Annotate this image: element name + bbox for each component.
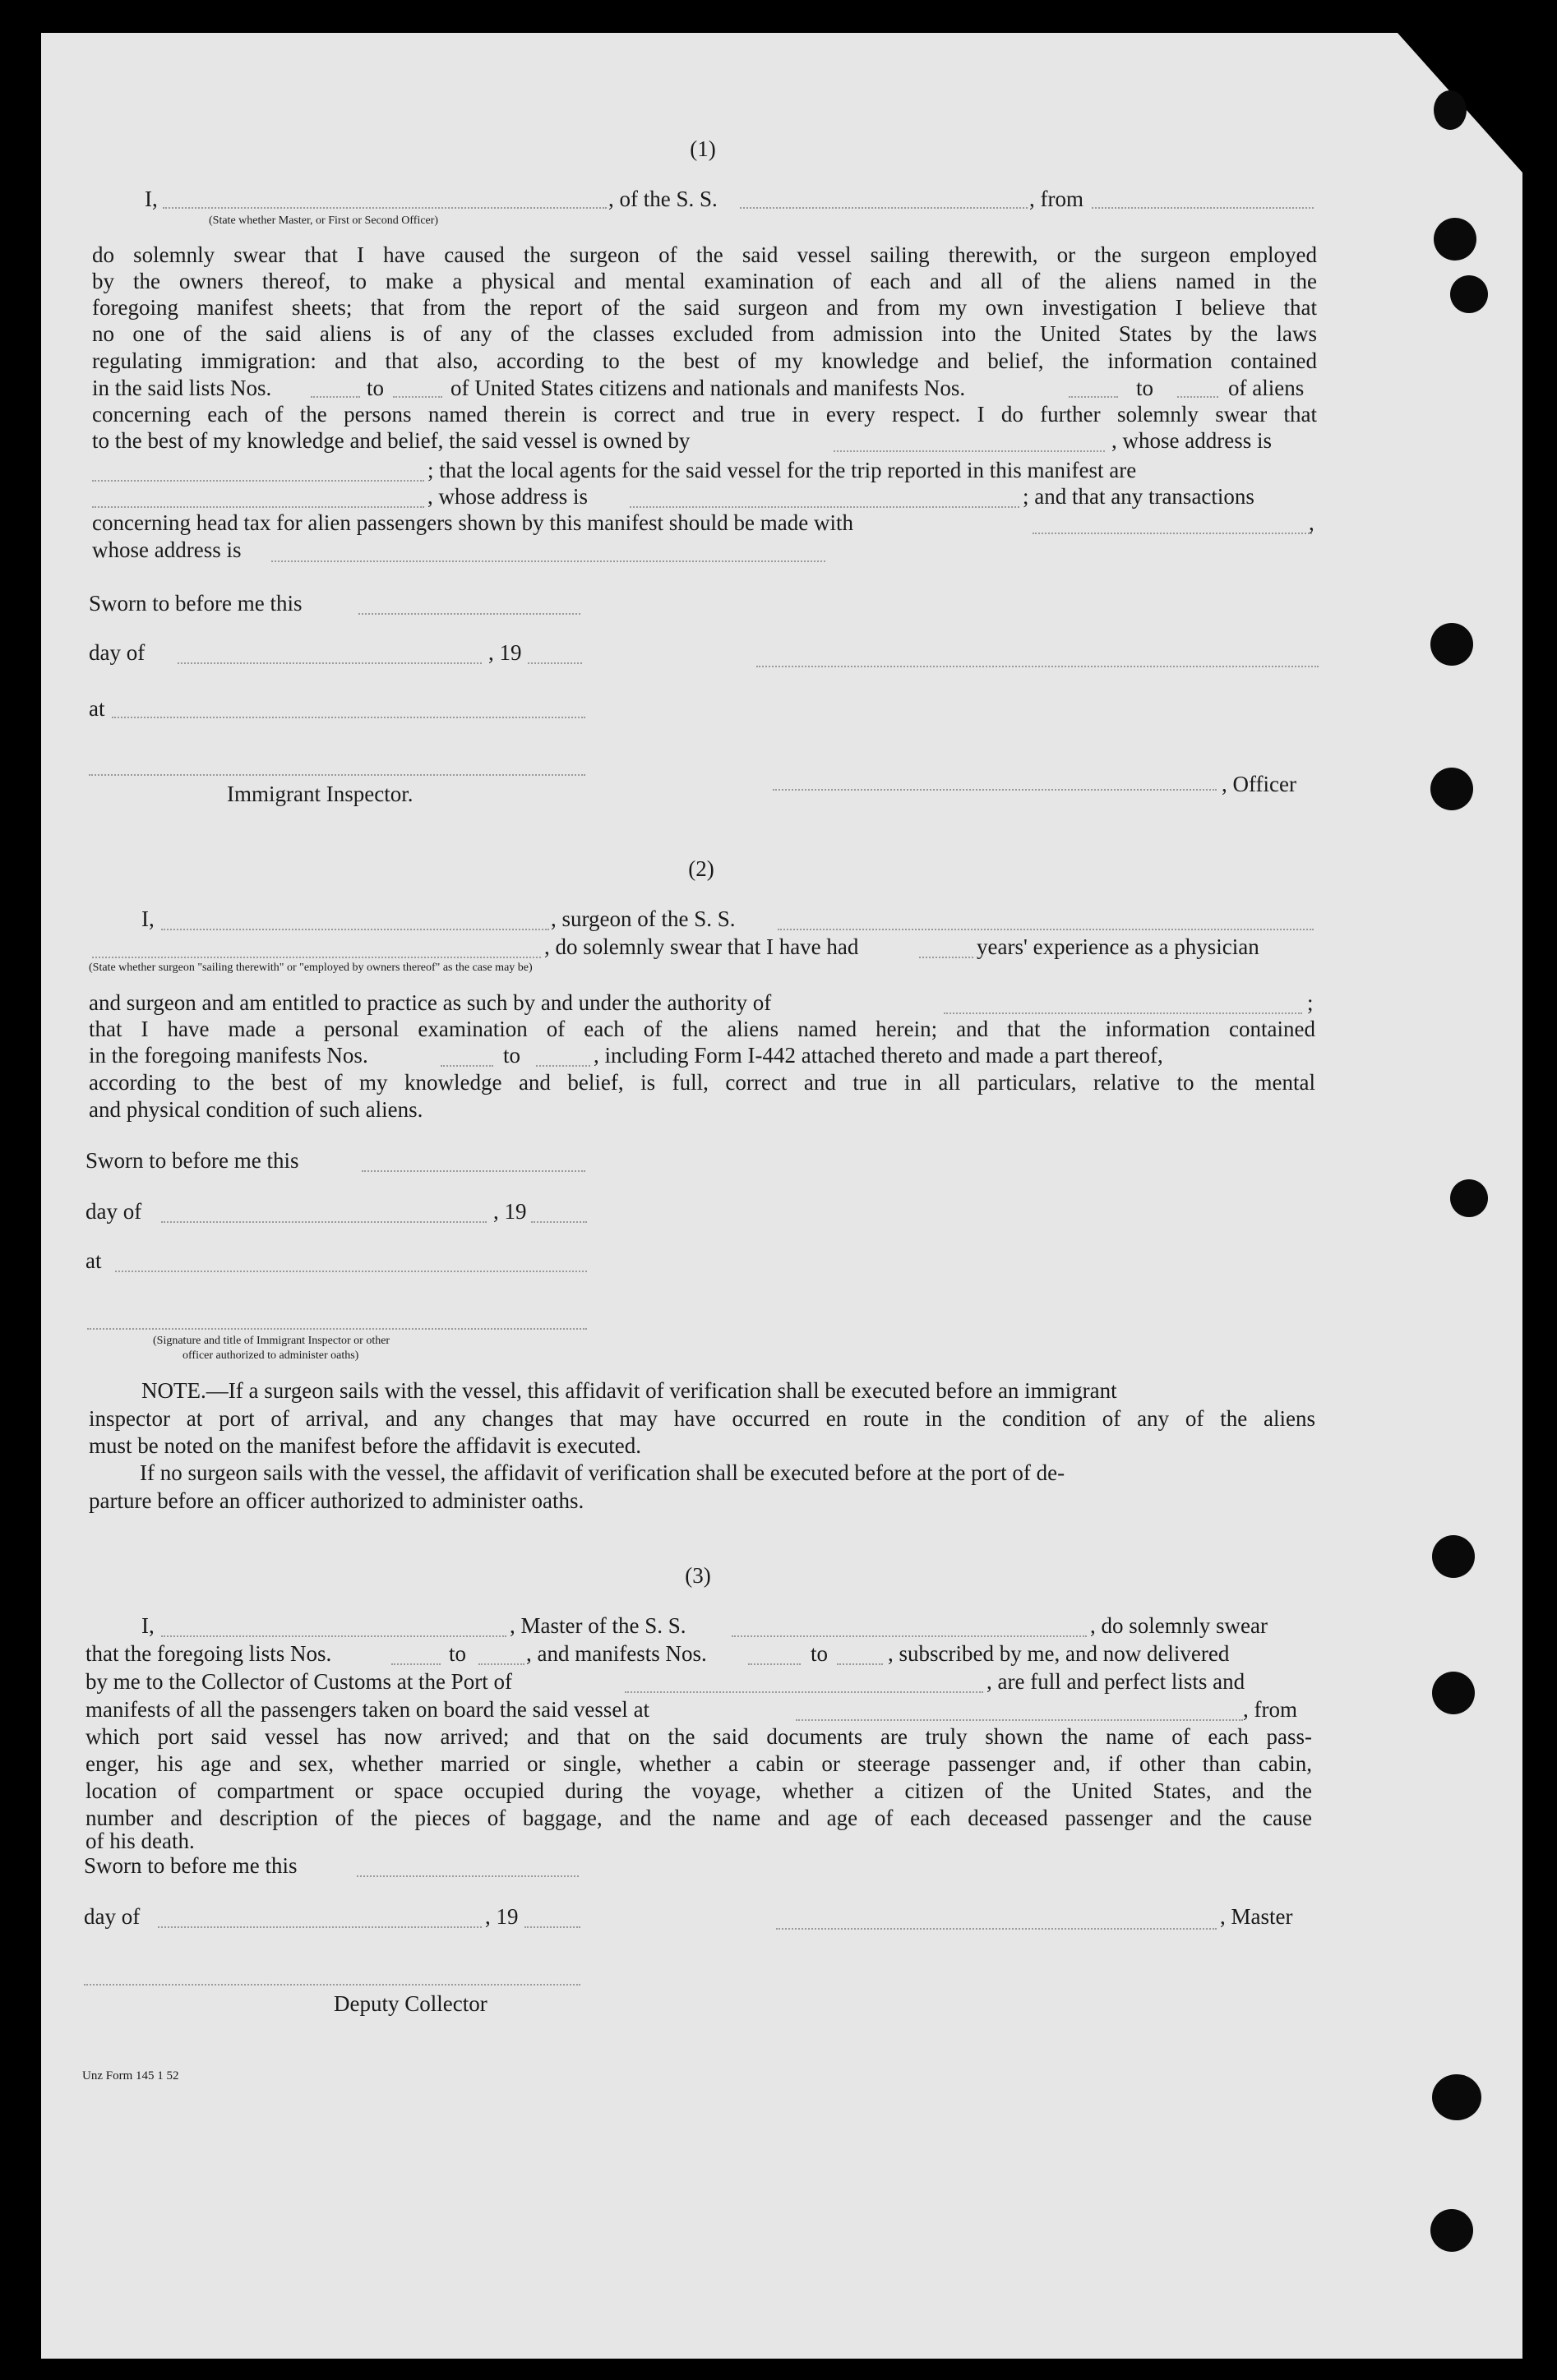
signature-note: officer authorized to administer oaths) — [182, 1349, 359, 1362]
officer-name-field[interactable] — [773, 789, 1217, 791]
punch-hole — [1434, 90, 1467, 130]
year-label: , 19 — [485, 1904, 519, 1929]
owner-field[interactable] — [834, 450, 1105, 452]
sworn-day-field[interactable] — [362, 1170, 585, 1172]
from-label: , from — [1243, 1697, 1297, 1722]
officer-label: , Officer — [1222, 772, 1296, 796]
port-field[interactable] — [625, 1691, 983, 1693]
officer-note: (State whether Master, or First or Second Officer) — [209, 214, 439, 227]
manifest-from-field[interactable] — [441, 1065, 493, 1067]
address-label: , whose address is — [1111, 428, 1272, 453]
surgeon-name-field[interactable] — [161, 929, 549, 930]
punch-hole — [1430, 623, 1473, 666]
note-text: inspector at port of arrival, and any changes that may have occurred en route in the condition of any of the aliens — [89, 1406, 1315, 1431]
surgeon-note: (State whether surgeon "sailing therewith" or "employed by owners thereof" as the case may be) — [89, 962, 533, 974]
master-name-field[interactable] — [161, 1635, 506, 1637]
sworn-label: Sworn to before me this — [84, 1853, 298, 1878]
year-field[interactable] — [528, 662, 582, 664]
punch-hole — [1450, 275, 1488, 313]
manifests-nos-label: in the foregoing manifests Nos. — [89, 1043, 368, 1068]
lists-nos-label: that the foregoing lists Nos. — [85, 1641, 332, 1666]
to-label: to — [1136, 376, 1154, 400]
affidavit-text: concerning each of the persons named therein is correct and true in every respect. I do further solemnly swear that — [92, 402, 1317, 427]
vessel-name-field[interactable] — [740, 207, 1028, 209]
head-tax-contact-field[interactable] — [1033, 533, 1312, 534]
affidavit-text: by the owners thereof, to make a physical and mental examination of each and all of the aliens named in the — [92, 269, 1317, 293]
surgeon-status-field[interactable] — [92, 957, 541, 958]
citizens-label: of United States citizens and nationals and manifests Nos. — [450, 376, 966, 400]
at-label: at — [85, 1248, 102, 1273]
delivered-label: , subscribed by me, and now delivered — [888, 1641, 1230, 1666]
month-field[interactable] — [178, 662, 482, 664]
owned-by-label: to the best of my knowledge and belief, the said vessel is owned by — [92, 428, 691, 453]
location-field[interactable] — [112, 717, 585, 718]
section-number: (1) — [690, 136, 716, 161]
sworn-day-field[interactable] — [357, 1875, 579, 1877]
inspector-signature-field[interactable] — [89, 774, 585, 776]
manifest-from-field[interactable] — [748, 1663, 801, 1665]
officer-signature-field[interactable] — [756, 666, 1319, 667]
note-text: NOTE.—If a surgeon sails with the vessel, this affidavit of verification shall be executed before an immigrant — [141, 1378, 1117, 1403]
to-label: to — [367, 376, 385, 400]
punch-hole — [1430, 2209, 1473, 2252]
to-label: to — [811, 1641, 829, 1666]
of-ss-label: , of the S. S. — [608, 187, 718, 211]
vessel-name-field[interactable] — [732, 1635, 1087, 1637]
comma: , — [1309, 510, 1314, 535]
aliens-label: of aliens — [1228, 376, 1305, 400]
list-to-field[interactable] — [478, 1663, 524, 1665]
authority-label: and surgeon and am entitled to practice as such by and under the authority of — [89, 990, 772, 1015]
affidavit-text: location of compartment or space occupied during the voyage, whether a citizen of the United States, and the — [85, 1778, 1312, 1803]
punch-hole — [1434, 218, 1476, 261]
agents-address-field[interactable] — [630, 506, 1019, 508]
affidavit-text: regulating immigration: and that also, according to the best of my knowledge and belief, the information contained — [92, 348, 1317, 373]
form-identifier: Unz Form 145 1 52 — [82, 2069, 179, 2082]
signature-note: (Signature and title of Immigrant Inspector or other — [153, 1335, 390, 1347]
affidavit-text: no one of the said aliens is of any of the classes excluded from admission into the United States by the laws — [92, 321, 1317, 346]
sworn-day-field[interactable] — [358, 613, 580, 615]
month-field[interactable] — [158, 1926, 482, 1928]
from-label: , from — [1029, 187, 1083, 211]
master-signature-field[interactable] — [776, 1928, 1217, 1930]
note-text: must be noted on the manifest before the affidavit is executed. — [89, 1433, 642, 1458]
affidavit-text: according to the best of my knowledge and belief, is full, correct and true in all particulars, relative to the mental — [89, 1070, 1315, 1095]
deputy-signature-field[interactable] — [84, 1984, 580, 1986]
at-label: at — [89, 696, 105, 721]
agents-label: ; that the local agents for the said vessel for the trip reported in this manifest are — [427, 458, 1137, 482]
punch-hole — [1430, 768, 1473, 810]
year-label: , 19 — [493, 1199, 527, 1224]
sworn-label: Sworn to before me this — [89, 591, 303, 616]
punch-hole — [1432, 1535, 1475, 1578]
affiant-label: I, — [145, 187, 158, 211]
affiant-label: I, — [141, 1613, 155, 1638]
to-label: to — [503, 1043, 521, 1068]
year-field[interactable] — [524, 1926, 580, 1928]
affidavit-text: enger, his age and sex, whether married or single, whether a cabin or steerage passenger and, if other than cabin, — [85, 1751, 1312, 1776]
sworn-label: Sworn to before me this — [85, 1148, 299, 1173]
head-tax-address-field[interactable] — [271, 560, 825, 562]
punch-hole — [1450, 1179, 1488, 1217]
manifest-to-field[interactable] — [536, 1065, 590, 1067]
year-field[interactable] — [531, 1221, 587, 1223]
note-text: parture before an officer authorized to administer oaths. — [89, 1488, 584, 1513]
month-field[interactable] — [161, 1221, 487, 1223]
day-of-label: day of — [89, 640, 146, 665]
experience-label: years' experience as a physician — [977, 934, 1259, 959]
address-label: , whose address is — [427, 484, 588, 509]
semicolon: ; — [1307, 990, 1314, 1015]
transactions-label: ; and that any transactions — [1023, 484, 1254, 509]
location-field[interactable] — [115, 1271, 587, 1272]
to-label: to — [449, 1641, 467, 1666]
inspector-signature-field[interactable] — [87, 1328, 587, 1330]
vessel-name-field[interactable] — [778, 929, 1314, 930]
form-label: , including Form I-442 attached thereto and made a part thereof, — [594, 1043, 1163, 1068]
departure-port-field[interactable] — [1092, 207, 1314, 209]
years-experience-field[interactable] — [919, 957, 973, 958]
surgeon-of-label: , surgeon of the S. S. — [551, 906, 736, 931]
swear-label: , do solemnly swear — [1090, 1613, 1268, 1638]
authority-field[interactable] — [944, 1012, 1302, 1014]
master-of-label: , Master of the S. S. — [510, 1613, 686, 1638]
swear-label: , do solemnly swear that I have had — [544, 934, 859, 959]
master-name-field[interactable] — [163, 207, 607, 209]
manifest-to-field[interactable] — [1177, 396, 1218, 398]
section-number: (3) — [685, 1563, 711, 1588]
agents-field[interactable] — [92, 506, 424, 508]
affidavit-text: foregoing manifest sheets; that from the report of the said surgeon and from my own investigation I believe that — [92, 295, 1317, 320]
manifest-to-field[interactable] — [837, 1663, 883, 1665]
lists-label: , are full and perfect lists and — [986, 1669, 1245, 1694]
affidavit-text: do solemnly swear that I have caused the surgeon of the said vessel sailing therewith, or the surgeon employed — [92, 242, 1317, 267]
year-label: , 19 — [488, 640, 522, 665]
affidavit-text: number and description of the pieces of baggage, and the name and age of each deceased passenger and the cause — [85, 1806, 1312, 1830]
owner-address-field[interactable] — [92, 480, 424, 482]
list-from-field[interactable] — [391, 1663, 441, 1665]
section-number: (2) — [688, 856, 714, 881]
affidavit-text: and physical condition of such aliens. — [89, 1097, 423, 1122]
affidavit-text: that I have made a personal examination of each of the aliens named herein; and that the information contained — [89, 1017, 1315, 1041]
affidavit-text: of his death. — [85, 1829, 195, 1853]
port-label: by me to the Collector of Customs at the Port of — [85, 1669, 512, 1694]
day-of-label: day of — [85, 1199, 142, 1224]
punch-hole — [1432, 1672, 1475, 1714]
manifests-nos-label: , and manifests Nos. — [526, 1641, 707, 1666]
inspector-label: Immigrant Inspector. — [227, 782, 414, 806]
master-label: , Master — [1220, 1904, 1293, 1929]
manifest-from-field[interactable] — [1069, 396, 1118, 398]
boarded-label: manifests of all the passengers taken on board the said vessel at — [85, 1697, 650, 1722]
day-of-label: day of — [84, 1904, 141, 1929]
deputy-label: Deputy Collector — [334, 1991, 487, 2016]
list-from-field[interactable] — [311, 396, 360, 398]
list-to-field[interactable] — [393, 396, 442, 398]
affidavit-text: which port said vessel has now arrived; and that on the said documents are truly shown the name of each pass- — [85, 1724, 1312, 1749]
lists-nos-label: in the said lists Nos. — [92, 376, 272, 400]
note-text: If no surgeon sails with the vessel, the affidavit of verification shall be executed before at the port of de- — [140, 1460, 1065, 1485]
head-tax-label: concerning head tax for alien passengers shown by this manifest should be made with — [92, 510, 854, 535]
punch-hole — [1432, 2074, 1481, 2120]
affiant-label: I, — [141, 906, 155, 931]
address-label: whose address is — [92, 537, 242, 562]
boarding-port-field[interactable] — [796, 1719, 1243, 1721]
